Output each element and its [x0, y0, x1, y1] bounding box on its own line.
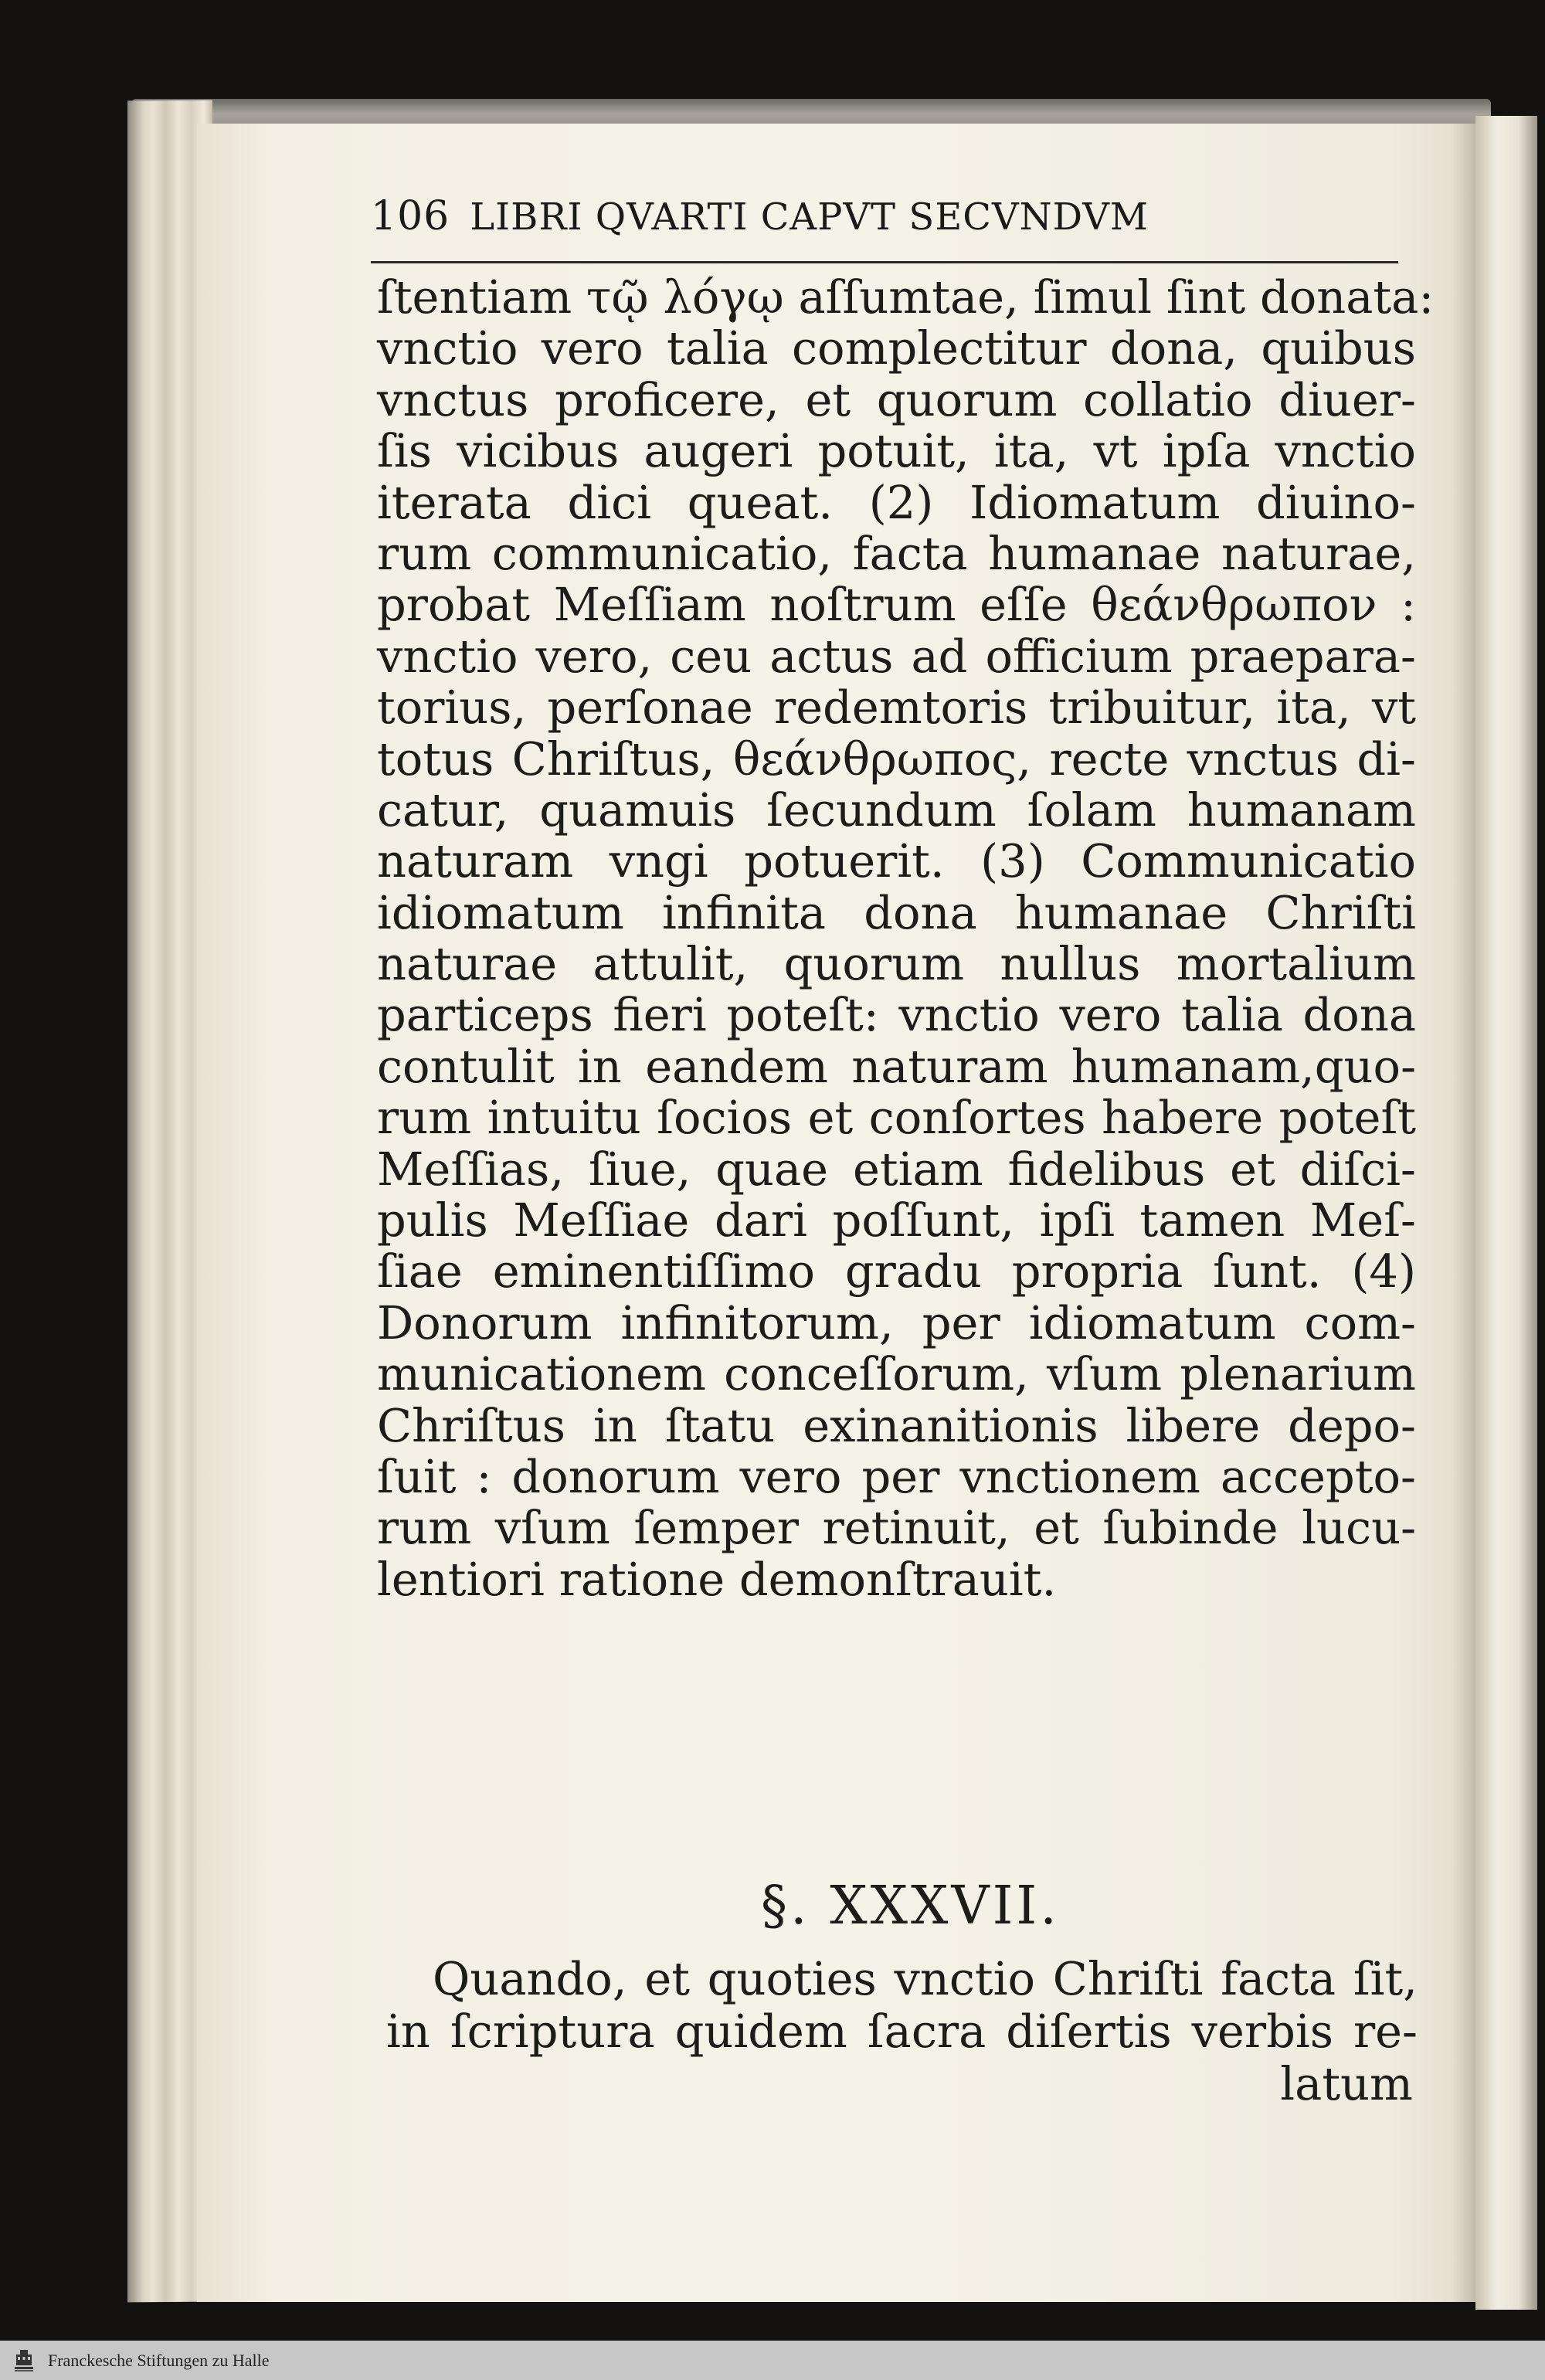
text-line: particeps fieri poteſt: vnctio vero talia dona — [377, 988, 1416, 1042]
catchword: latum — [1280, 2057, 1413, 2110]
text-line: idiomatum infinita dona humanae Chriſti — [377, 885, 1416, 939]
text-line: Chriſtus in ſtatu exinanitionis libere depo- — [377, 1398, 1416, 1452]
text-line: rum intuitu ſocios et conſortes habere poteſt — [377, 1091, 1416, 1145]
text-line: contulit in eandem naturam humanam,quo- — [377, 1039, 1416, 1093]
text-line: pulis Meſſiae dari poſſunt, ipſi tamen Meſ- — [377, 1193, 1416, 1248]
text-line: naturam vngi potuerit. (3) Communicatio — [377, 834, 1416, 888]
text-line: totus Chriſtus, θεάνθρωπος, recte vnctus di- — [377, 732, 1416, 786]
section-heading: §. XXXVII. — [761, 1876, 1060, 1937]
text-line: naturae attulit, quorum nullus mortalium — [377, 937, 1416, 991]
text-line: probat Meſſiam noſtrum eſſe θεάνθρωπον : — [377, 578, 1416, 632]
text-line: catur, quamuis ſecundum ſolam humanam — [377, 783, 1416, 837]
franckesche-stiftungen-logo-icon — [11, 2348, 37, 2374]
text-line: ſuit : donorum vero per vnctionem accepto- — [377, 1449, 1416, 1503]
body-paragraph — [377, 270, 1435, 1606]
text-line: in ſcriptura quidem ſacra diſertis verbis re- — [386, 2005, 1418, 2058]
facing-page-edge — [1475, 116, 1537, 2310]
text-line: torius, perſonae redemtoris tribuitur, ita, vt — [377, 681, 1416, 735]
page-number: 106 — [371, 193, 450, 239]
text-line: municationem conceſſorum, vſum plenarium — [377, 1347, 1416, 1401]
text-line: Quando, et quoties vnctio Chriſti facta ſit, — [433, 1952, 1418, 2005]
text-line: iterata dici queat. (2) Idiomatum diuino- — [377, 475, 1416, 529]
header-rule — [371, 261, 1398, 263]
text-line: rum communicatio, facta humanae naturae, — [377, 526, 1416, 580]
text-line: vnctio vero, ceu actus ad officium praepara- — [377, 629, 1416, 683]
footer-credit: Franckesche Stiftungen zu Halle — [48, 2350, 270, 2370]
text-line: rum vſum ſemper retinuit, et ſubinde lucu- — [377, 1501, 1416, 1555]
text-line: lentiori ratione demonſtrauit. — [377, 1552, 1057, 1606]
running-header — [371, 193, 1406, 255]
text-line: vnctio vero talia complectitur dona, quibus — [377, 321, 1416, 375]
text-line: ſtentiam τῷ λόγῳ aſſumtae, ſimul ſint donata: — [377, 270, 1435, 324]
text-line: Meſſias, ſiue, quae etiam fidelibus et diſci- — [377, 1142, 1416, 1196]
footer-bar — [0, 2341, 1545, 2380]
section-paragraph — [386, 1952, 1418, 2110]
text-line: ſis vicibus augeri potuit, ita, vt ipſa vnctio — [377, 424, 1416, 478]
text-line: vnctus proficere, et quorum collatio diuer- — [377, 372, 1416, 426]
running-title: LIBRI QVARTI CAPVT SECVNDVM — [470, 195, 1149, 239]
text-line: ſiae eminentiſſimo gradu propria ſunt. (4) — [377, 1244, 1416, 1299]
text-line: Donorum infinitorum, per idiomatum com- — [377, 1295, 1416, 1350]
